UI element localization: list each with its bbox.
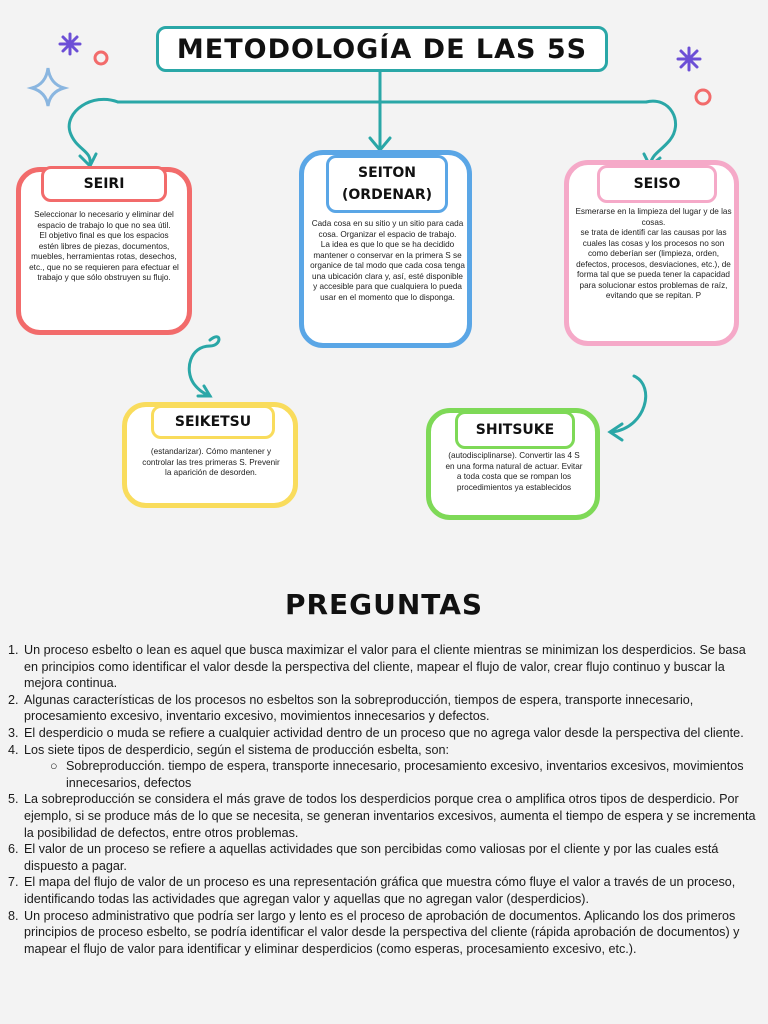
question-item: 2. Algunas características de los procesos no esbeltos son la sobreproducción, tiempos de espera, transporte innecesario, procesamiento excesivo, inventario excesivo, movimientos innecesarios y defectos.	[8, 692, 694, 724]
sparkle-icon	[32, 68, 64, 106]
card-shitsuke-body: (autodisciplinarse). Convertir las 4 S en una forma natural de actuar. Evitar a toda costa que se rompan los procedimientos ya establecidos	[445, 451, 583, 492]
card-seiton-subtitle: (ORDENAR)	[342, 187, 432, 203]
card-seiri-title: SEIRI	[83, 176, 125, 192]
card-seiton	[299, 150, 472, 348]
card-seiso-body: Esmerarse en la limpieza del lugar y de las cosas. se trata de identifi car las causas por las cuales las cosas y los procesos no son como deberían ser (limpieza, orden, defectos, procesos, desviaciones, etc.), de forma tal que se pueda tener la capacidad para solucionar estos problemas de raíz, evitando que se repitan. P	[575, 207, 732, 300]
title-box	[156, 26, 608, 72]
main-title: METODOLOGÍA DE LAS 5S	[176, 33, 588, 65]
question-item: 6. El valor de un proceso se refiere a aquellas actividades que son percibidas como valiosas por el cliente y por las cuales está dispuesto a pagar.	[8, 842, 719, 873]
star-icon	[60, 34, 80, 54]
card-seiketsu-title-box	[151, 405, 275, 439]
card-seiton-title-box	[326, 155, 448, 213]
card-seiri-body: Seleccionar lo necesario y eliminar del espacio de trabajo lo que no sea útil. El objetivo final es que los espacios estén libres de piezas, documentos, muebles, herramientas rotas, desechos, etc., que no se requieren para efectuar el trabajo y que sólo obstruyen su flujo.	[29, 210, 179, 282]
card-seiton-title: SEITON	[357, 165, 417, 181]
card-shitsuke-title: SHITSUKE	[475, 422, 555, 438]
card-seiton-body: Cada cosa en su sitio y un sitio para cada cosa. Organizar el espacio de trabajo. La idea es que lo que se ha decidido mantener o conservar en la primera S se organice de tal modo que cada cosa tenga una ubicación clara y, así, esté disponible y accesible para que cualquiera lo pueda usar en el momento que lo disponga.	[310, 219, 465, 302]
card-shitsuke	[426, 408, 600, 520]
card-seiso	[564, 160, 739, 346]
card-seiso-title-box	[597, 165, 717, 203]
question-item: 5. La sobreproducción se considera el más grave de todos los desperdicios porque crea o amplifica otros tipos de desperdicio. Por ejemplo, si se produce más de lo que se necesita, se generan inventarios excesivos, aumenta el tiempo de espera y se incrementa la posibilidad de defectos, entre otros problemas.	[8, 792, 756, 840]
card-seiri	[16, 167, 192, 335]
bullet-icon: ○	[50, 759, 58, 774]
questions-title: PREGUNTAS	[284, 588, 484, 621]
card-seiketsu-title: SEIKETSU	[174, 414, 252, 430]
question-item: 3. El desperdicio o muda se refiere a cualquier actividad dentro de un proceso que no agrega valor desde la perspectiva del cliente.	[8, 725, 744, 740]
card-seiri-title-box	[41, 166, 167, 202]
card-seiketsu-body: (estandarizar). Cómo mantener y controlar las tres primeras S. Prevenir la aparición de desorden.	[142, 447, 280, 477]
question-item: 1. Un proceso esbelto o lean es aquel que busca maximizar el valor para el cliente mientras se minimizan los desperdicios. Se basa en principios como identificar el valor desde la perspectiva del cliente, mapear el flujo de valor, crear flujo continuo y buscar la mejora continua.	[8, 643, 746, 691]
ring-icon	[95, 52, 107, 64]
question-item: 8. Un proceso administrativo que podría ser largo y lento es el proceso de aprobación de documentos. Aplicando los dos primeros principios de proceso esbelto, se podría identificar el valor desde la perspectiva del cliente (rápida aprobación de documentos) y mapear el flujo de valor para identificar y eliminar desperdicios (como esperas, procesamiento excesivo, etc.).	[8, 908, 740, 956]
questions-list	[6, 642, 758, 957]
question-subitem: ○ Sobreproducción. tiempo de espera, transporte innecesario, procesamiento excesivo, inventarios excesivos, movimientos innecesarios, defectos	[50, 759, 744, 790]
question-sublist	[24, 758, 758, 791]
card-shitsuke-title-box	[455, 411, 575, 449]
card-seiketsu	[122, 402, 298, 508]
card-seiso-title: SEISO	[633, 176, 681, 192]
question-item: 4. Los siete tipos de desperdicio, según el sistema de producción esbelta, son: ○ Sobreproducción. tiempo de espera, transporte innecesario, procesamiento excesivo, inventarios excesivos, movimientos innecesarios, defectos	[6, 742, 758, 792]
ring-icon	[696, 90, 710, 104]
star-icon	[678, 48, 700, 70]
question-item: 7. El mapa del flujo de valor de un proceso es una representación gráfica que muestra cómo fluye el valor a través de un proceso, identificando todas las actividades que agregan valor y aquellas que no agregan valor (desperdicios).	[8, 875, 736, 906]
